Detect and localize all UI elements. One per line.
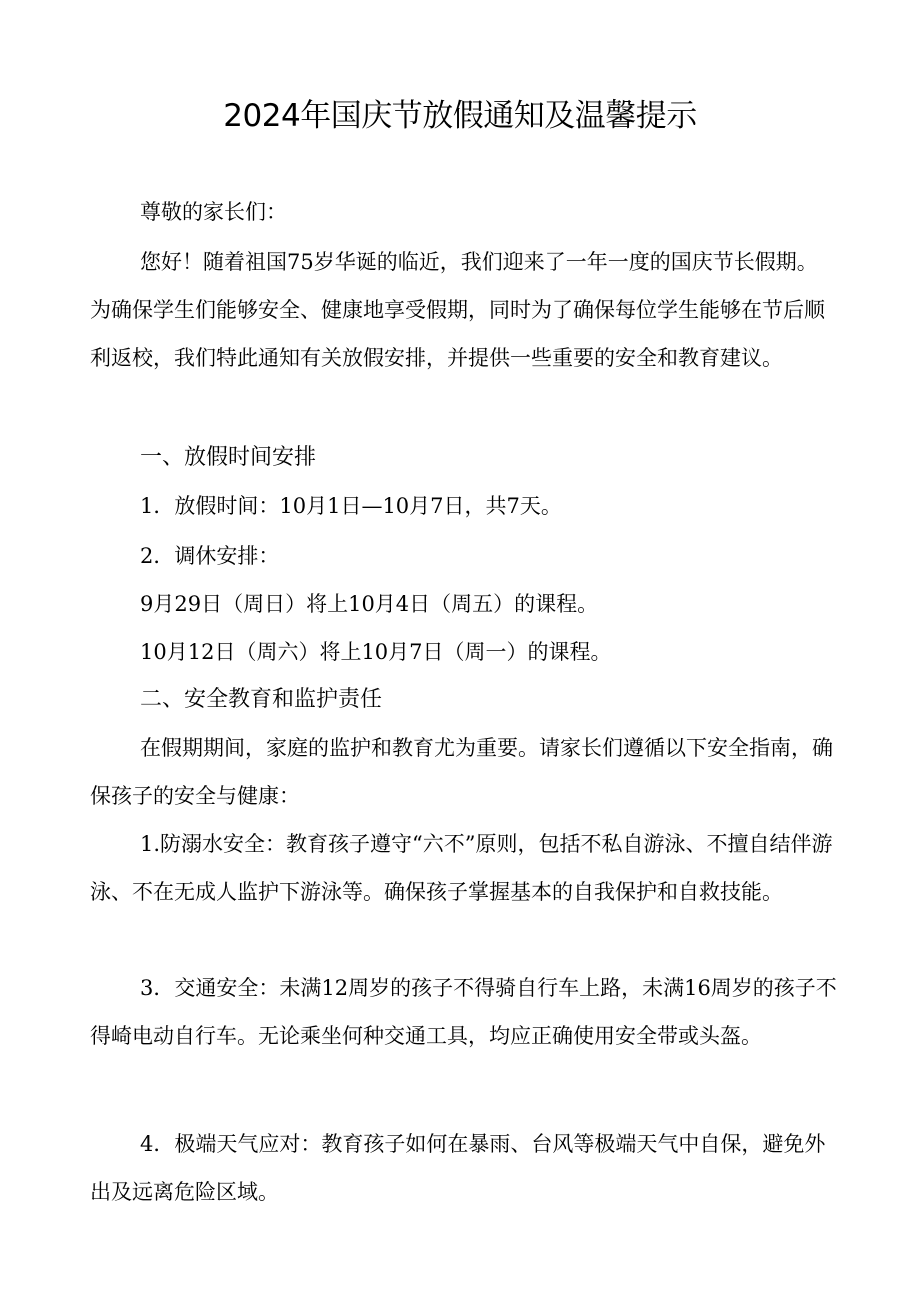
extreme-weather-item: 4．极端天气应对：教育孩子如何在暴雨、台风等极端天气中自保，避免外出及远离危险区域。 — [90, 1132, 826, 1204]
section-heading-holiday-schedule: 一、放假时间安排 — [140, 445, 317, 470]
holiday-dates-item: 1．放假时间：10月1日—10月7日，共7天。 — [140, 494, 562, 518]
safety-intro-paragraph: 在假期期间，家庭的监护和教育尤为重要。请家长们遵循以下安全指南，确保孩子的安全与健康： — [90, 736, 833, 808]
makeup-schedule-line-2: 10月12日（周六）将上10月7日（周一）的课程。 — [140, 640, 612, 664]
intro-paragraph: 您好！随着祖国75岁华诞的临近，我们迎来了一年一度的国庆节长假期。为确保学生们能够安全、健康地享受假期，同时为了确保每位学生能够在节后顺利返校，我们特此通知有关放假安排，并提供一些重要的安全和教育建议。 — [90, 250, 825, 370]
salutation: 尊敬的家长们： — [140, 200, 287, 224]
makeup-schedule-item: 2．调休安排： — [140, 544, 280, 568]
document-title: 2024年国庆节放假通知及温馨提示 — [223, 98, 697, 134]
makeup-schedule-line-1: 9月29日（周日）将上10月4日（周五）的课程。 — [140, 592, 599, 616]
drowning-safety-item: 1.防溺水安全：教育孩子遵守“六不”原则，包括不私自游泳、不擅自结伴游泳、不在无成人监护下游泳等。确保孩子掌握基本的自我保护和自救技能。 — [90, 832, 833, 904]
traffic-safety-item: 3．交通安全：未满12周岁的孩子不得骑自行车上路，未满16周岁的孩子不得崎电动自行车。无论乘坐何种交通工具，均应正确使用安全带或头盔。 — [90, 976, 837, 1048]
section-heading-safety-education: 二、安全教育和监护责任 — [140, 687, 383, 712]
